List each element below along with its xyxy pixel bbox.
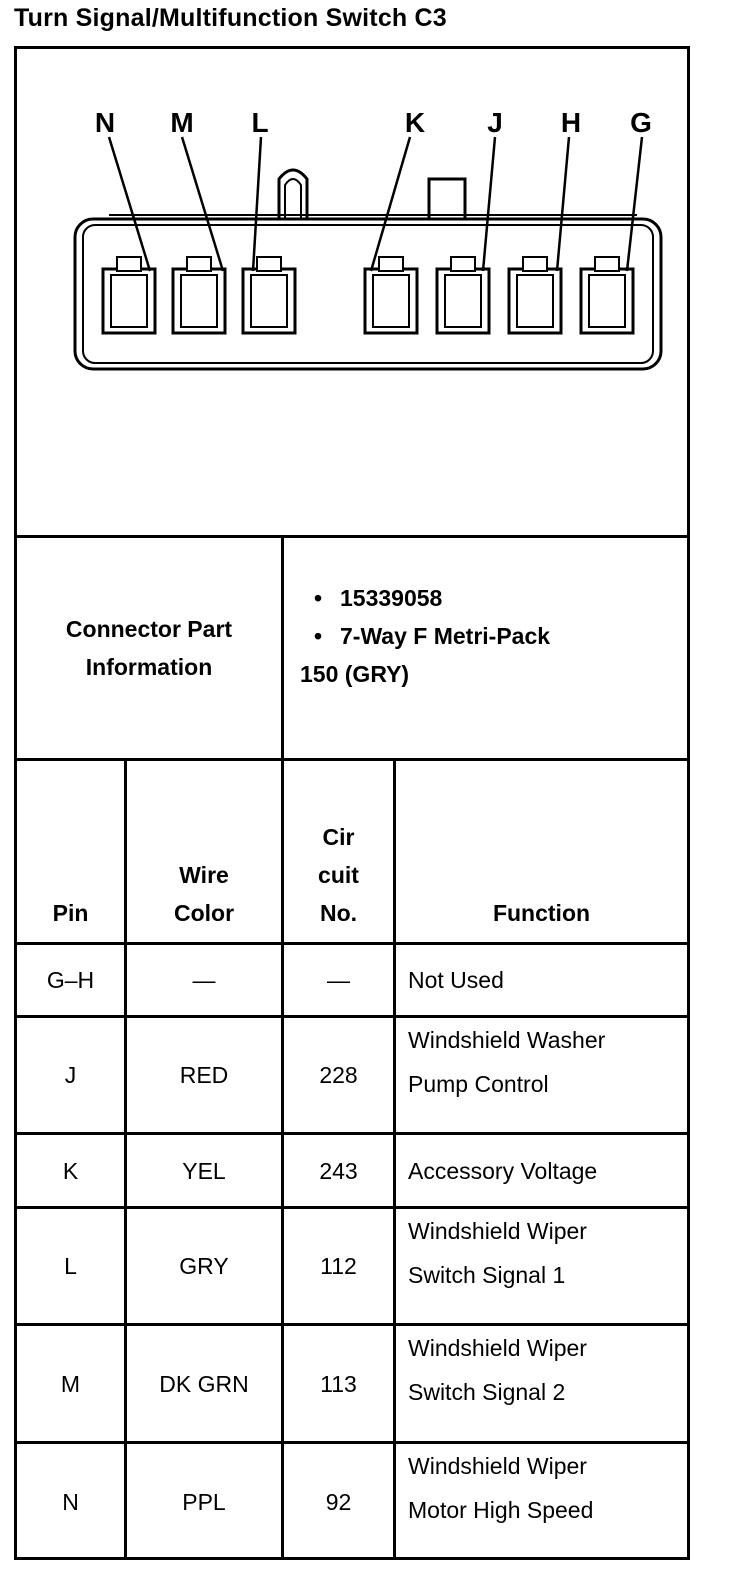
header-circuit-no: Cir cuit No. <box>318 824 359 926</box>
terminal-j <box>437 257 489 333</box>
terminal-l <box>243 257 295 333</box>
connector-lock-tab <box>279 170 307 219</box>
terminal-h <box>509 257 561 333</box>
table-cell-circuit: — <box>327 967 350 993</box>
table-cell-circuit: 112 <box>320 1253 357 1279</box>
header-function: Function <box>492 900 591 926</box>
part-number: 15339058 <box>340 585 443 611</box>
table-cell-pin: M <box>60 1370 81 1397</box>
table-cell-pin: L <box>64 1253 77 1279</box>
table-cell-pin: J <box>64 1062 77 1088</box>
table-cell-circuit: 228 <box>319 1062 358 1088</box>
table-cell-pin: K <box>62 1157 79 1184</box>
table-cell-color: — <box>192 967 216 993</box>
divider <box>281 535 284 758</box>
table-cell-function: Windshield Wiper Motor High Speed <box>408 1453 594 1523</box>
connector-face-diagram <box>17 49 687 535</box>
terminal-g <box>581 257 633 333</box>
connector-part-label: Connector Part Information <box>65 616 233 680</box>
pin-label-k: K <box>404 107 426 138</box>
table-cell-function: Windshield Washer Pump Control <box>408 1027 606 1097</box>
terminal-n <box>103 257 155 333</box>
table-cell-function: Windshield Wiper Switch Signal 2 <box>408 1335 587 1405</box>
terminal-group <box>103 257 633 333</box>
table-cell-function: Windshield Wiper Switch Signal 1 <box>408 1218 587 1288</box>
header-pin: Pin <box>52 900 89 926</box>
table-cell-function: Not Used <box>408 967 504 993</box>
table-cell-circuit: 113 <box>320 1370 357 1397</box>
pin-label-m: M <box>170 107 194 138</box>
table-cell-circuit: 92 <box>325 1489 352 1515</box>
pin-leader-lines <box>109 137 642 271</box>
pin-label-g: G <box>630 107 652 138</box>
table-cell-function: Accessory Voltage <box>408 1157 598 1184</box>
connector-key <box>429 179 465 219</box>
pin-label-j: J <box>487 107 503 138</box>
table-cell-color: YEL <box>182 1157 226 1184</box>
table-cell-color: PPL <box>182 1489 226 1515</box>
table-cell-color: GRY <box>179 1253 229 1279</box>
pin-label-l: L <box>251 107 269 138</box>
table-cell-pin: N <box>62 1489 79 1515</box>
table-cell-color: RED <box>179 1062 229 1088</box>
pin-label-n: N <box>94 107 116 138</box>
terminal-m <box>173 257 225 333</box>
page-title: Turn Signal/Multifunction Switch C3 <box>14 4 447 32</box>
table-cell-pin: G–H <box>46 967 95 993</box>
pin-label-h: H <box>560 107 582 138</box>
connector-part-details: • 15339058 • 7-Way F Metri-Pack 150 (GRY) <box>300 585 551 687</box>
connector-table-frame <box>14 46 690 1560</box>
header-wire-color: Wire Color <box>173 862 235 926</box>
table-cell-color: DK GRN <box>159 1370 249 1397</box>
table-cell-circuit: 243 <box>319 1157 358 1184</box>
part-description: 7-Way F Metri-Pack <box>340 623 551 649</box>
